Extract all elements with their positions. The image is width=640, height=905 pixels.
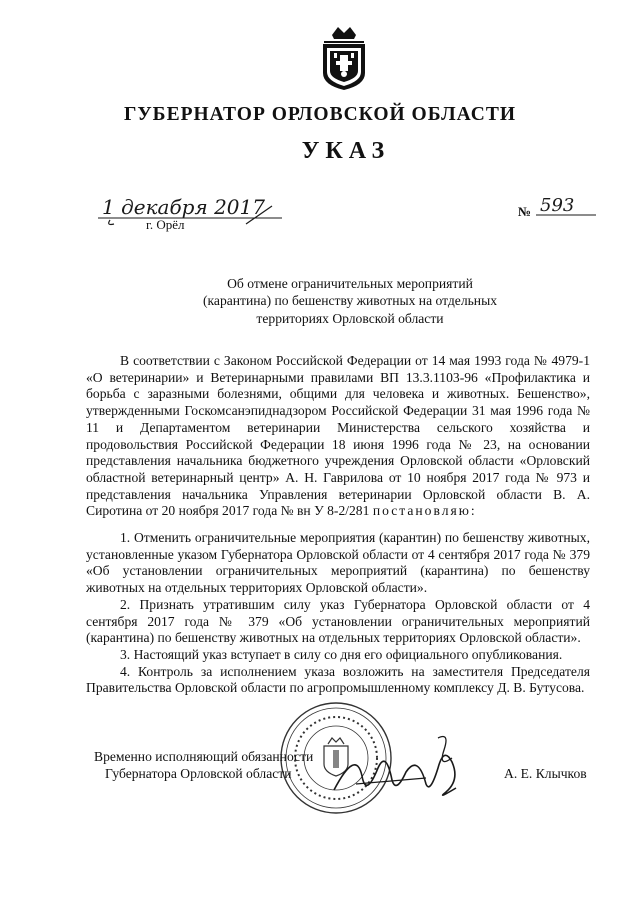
- signer-position-line2: Губернатора Орловской области: [105, 766, 292, 781]
- handwritten-number-text: 593: [540, 195, 575, 216]
- handwritten-number: [536, 194, 600, 218]
- handwritten-date-text: 1 декабря 2017: [102, 195, 265, 219]
- decree-item: 3. Настоящий указ вступает в силу со дня его официального опубликования.: [120, 646, 563, 662]
- decree-item: 2. Признать утратившим силу указ Губернатора Орловской области от 4 сентября 2017 года № 379 «Об установлении ограничительных мероприятий (карантина) по бешенству животных на отдельных территориях Орловской области».: [86, 596, 590, 646]
- subject-line: (карантина) по бешенству животных на отдельных: [202, 293, 498, 309]
- coat-of-arms-icon: [318, 25, 370, 91]
- governor-title: ГУБЕРНАТОР ОРЛОВСКОЙ ОБЛАСТИ: [123, 104, 517, 125]
- decree-item: 4. Контроль за исполнением указа возложить на заместителя Председателя Правительства Орловской области по агропромышленному комплексу Д. В. Бутусова.: [86, 663, 590, 696]
- issue-city: г. Орёл: [146, 217, 185, 232]
- signer-name: А. Е. Клычков: [504, 766, 587, 781]
- decree-subject: [120, 275, 580, 327]
- preamble-text: В соответствии с Законом Российской Федерации от 14 мая 1993 года № 4979-1 «О ветеринарии» и Ветеринарными правилами ВП 13.3.1103-96 «Профилактика и борьба с заразными болезнями, общими для человека и животных. Бешенство», утвержденными Госкомсанэпиднадзором Российской Федерации 31 мая 1996 года № 11 и Департаментом ветеринарии Министерства сельского хозяйства и продовольствия Российской Федерации 18 июня 1996 года № 23, на основании представления начальника бюджетного учреждения Орловской области «Орловский областной ветеринарный центр» А. Н. Гаврилова от 10 ноября 2017 года № 973 и представления начальника Управления ветеринарии Орловской области В. А. Сиротина от 20 ноября 2017 года № вн У 8-2/281: [86, 353, 590, 519]
- preamble-paragraph: [86, 353, 590, 520]
- decree-item: 1. Отменить ограничительные мероприятия (карантин) по бешенству животных, установленные указом Губернатора Орловской области от 4 сентября 2017 года № 379 «Об установлении ограничительных мероприятий (карантина) по бешенству животных на отдельных территориях Орловской области».: [86, 530, 590, 596]
- handwritten-date: [96, 190, 286, 226]
- number-label: №: [518, 204, 532, 219]
- decree-body: [86, 353, 590, 697]
- signer-position-line1: Временно исполняющий обязанности: [94, 749, 314, 764]
- subject-line: Об отмене ограничительных мероприятий: [227, 276, 473, 291]
- subject-line: территориях Орловской области: [256, 310, 444, 326]
- decree-word: постановляю:: [372, 503, 477, 519]
- document-type: УКАЗ: [301, 138, 391, 164]
- signature-icon: [326, 728, 476, 808]
